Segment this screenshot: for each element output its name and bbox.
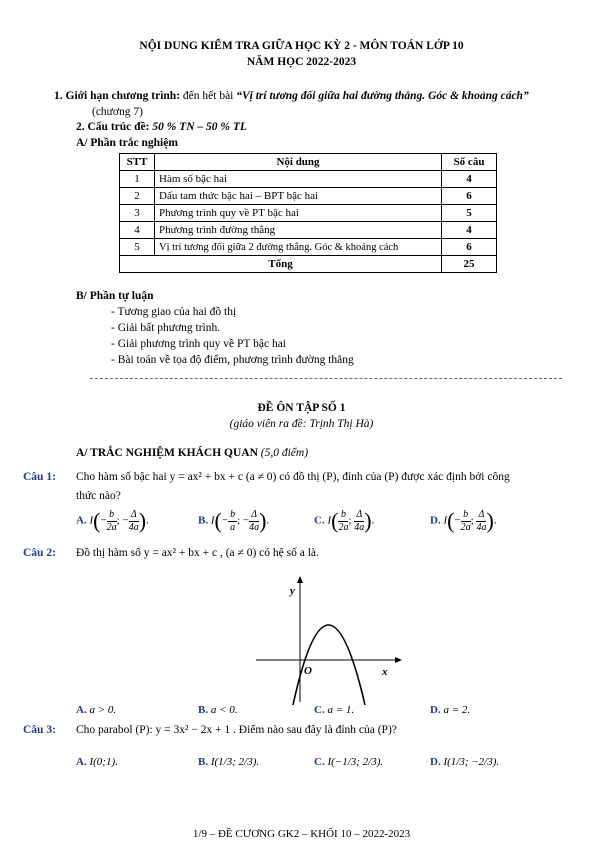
- option-d[interactable]: [430, 756, 499, 768]
- list-item: - Bài toán về tọa độ điểm, phương trình đường thẳng: [111, 354, 354, 366]
- table-header-row: [120, 154, 497, 171]
- exam-section-label: A/ TRẮC NGHIỆM KHÁCH QUAN: [76, 447, 258, 459]
- table-header: STT: [120, 154, 155, 171]
- table-cell: 4: [442, 171, 497, 188]
- option-a[interactable]: [76, 704, 116, 716]
- table-cell: 2: [120, 188, 155, 205]
- list-item: - Giải bất phương trình.: [111, 322, 221, 334]
- doc-title: NỘI DUNG KIỂM TRA GIỮA HỌC KỲ 2 - MÔN TOÁN LỚP 10: [139, 40, 464, 52]
- question-label: Câu 1:: [23, 471, 56, 483]
- exam-section: [76, 447, 308, 459]
- option-text: I(0;1).: [89, 756, 118, 768]
- divider: [90, 378, 562, 379]
- option-letter: D.: [430, 704, 441, 716]
- section-structure-value: 50 % TN – 50 % TL: [149, 121, 247, 133]
- section-structure-label: 2. Cấu trúc đề:: [76, 121, 150, 133]
- section-scope-quote: “Vị trí tương đối giữa hai đường thẳng. Góc & khoảng cách”: [236, 90, 529, 102]
- option-text: a = 2.: [443, 704, 471, 716]
- option-letter: C.: [314, 756, 325, 768]
- option-letter: D.: [430, 514, 441, 527]
- question-text: Cho hàm số bậc hai y = ax² + bx + c (a ≠ 0) có đồ thị (P), đỉnh của (P) được xác định bởi công: [76, 471, 510, 483]
- section-scope: [54, 90, 584, 102]
- option-letter: B.: [198, 704, 209, 716]
- option-letter: B.: [198, 514, 209, 527]
- axis-x-label: x: [382, 666, 388, 678]
- list-item: - Tương giao của hai đồ thị: [111, 306, 237, 318]
- table-cell: Phương trình đường thẳng: [155, 222, 442, 239]
- origin-label: O: [304, 665, 312, 677]
- option-b[interactable]: [198, 756, 259, 768]
- option-b[interactable]: B. I(− $\frac{b}{a}$ ; − $\frac{\Delta}{4a}$ ).: [198, 508, 270, 533]
- part-a-label: A/ Phần trắc nghiệm: [76, 137, 178, 149]
- option-a[interactable]: [76, 756, 118, 768]
- table-cell: 4: [442, 222, 497, 239]
- section-scope-text: đến hết bài: [180, 90, 237, 102]
- question-text: Đồ thị hàm số y = ax² + bx + c , (a ≠ 0) có hệ số a là.: [76, 547, 319, 559]
- option-b[interactable]: [198, 704, 238, 716]
- option-letter: A.: [76, 704, 87, 716]
- option-letter: B.: [198, 756, 209, 768]
- table-row: [120, 239, 497, 256]
- table-header: Số câu: [442, 154, 497, 171]
- table-row: [120, 171, 497, 188]
- table-cell: 6: [442, 239, 497, 256]
- table-row: [120, 188, 497, 205]
- option-c[interactable]: C. I( $\frac{b}{2a}$ ; $\frac{\Delta}{4a}$ ).: [314, 508, 375, 533]
- option-text: I(1/3; 2/3).: [210, 756, 260, 768]
- table-total-value: 25: [442, 256, 497, 273]
- question-label: Câu 2:: [23, 547, 56, 559]
- option-text: a = 1.: [327, 704, 355, 716]
- section-scope-label: 1. Giới hạn chương trình:: [54, 90, 181, 102]
- page-footer: 1/9 – ĐỀ CƯƠNG GK2 – KHỐI 10 – 2022-2023: [192, 828, 411, 840]
- option-d[interactable]: D. I(− $\frac{b}{2a}$ ; $\frac{\Delta}{4a}$ ).: [430, 508, 497, 533]
- option-d[interactable]: [430, 704, 470, 716]
- question-text: Cho parabol (P): y = 3x² − 2x + 1 . Điểm nào sau đây là đỉnh của (P)?: [76, 724, 397, 736]
- section-scope-chapter: (chương 7): [92, 106, 143, 118]
- table-row: [120, 222, 497, 239]
- table-cell: Hàm số bậc hai: [155, 171, 442, 188]
- table-cell: Dấu tam thức bậc hai – BPT bậc hai: [155, 188, 442, 205]
- school-year: NĂM HỌC 2022-2023: [246, 56, 357, 68]
- table-cell: 4: [120, 222, 155, 239]
- exam-title: ĐỀ ÔN TẬP SỐ 1: [257, 402, 346, 414]
- table-total-row: [120, 256, 497, 273]
- option-text: a < 0.: [210, 704, 238, 716]
- option-letter: A.: [76, 756, 87, 768]
- list-item: - Giải phương trình quy về PT bậc hai: [111, 338, 286, 350]
- table-cell: 3: [120, 205, 155, 222]
- table-header: Nội dung: [155, 154, 442, 171]
- table-total-label: Tổng: [120, 256, 442, 273]
- option-text: I(1/3; −2/3).: [443, 756, 500, 768]
- table-cell: Vị trí tương đối giữa 2 đường thẳng. Góc & khoảng cách: [155, 239, 442, 256]
- section-structure: [76, 121, 247, 133]
- option-letter: D.: [430, 756, 441, 768]
- question-text: thức nào?: [76, 490, 121, 502]
- table-cell: 1: [120, 171, 155, 188]
- option-text: I(−1/3; 2/3).: [327, 756, 384, 768]
- exam-author: (giáo viên ra đề: Trịnh Thị Hà): [229, 418, 374, 430]
- option-letter: C.: [314, 514, 325, 527]
- x-axis-arrow: [395, 657, 402, 663]
- exam-section-points: (5,0 điểm): [257, 447, 309, 459]
- question-label: Câu 3:: [23, 724, 56, 736]
- option-text: a > 0.: [89, 704, 117, 716]
- part-b-label: B/ Phần tự luận: [76, 290, 154, 302]
- option-c[interactable]: [314, 704, 354, 716]
- axis-y-label: y: [290, 585, 295, 597]
- table-cell: 5: [120, 239, 155, 256]
- table-cell: 5: [442, 205, 497, 222]
- y-axis-arrow: [297, 576, 303, 583]
- option-c[interactable]: [314, 756, 383, 768]
- option-letter: A.: [76, 514, 87, 527]
- table-row: [120, 205, 497, 222]
- table-cell: 6: [442, 188, 497, 205]
- option-a[interactable]: A. I(− $\frac{b}{2a}$ ; − $\frac{\Delta}{4a}$ ).: [76, 508, 149, 533]
- table-cell: Phương trình quy về PT bậc hai: [155, 205, 442, 222]
- option-letter: C.: [314, 704, 325, 716]
- parabola-graph: [248, 570, 408, 705]
- content-table: [119, 153, 497, 273]
